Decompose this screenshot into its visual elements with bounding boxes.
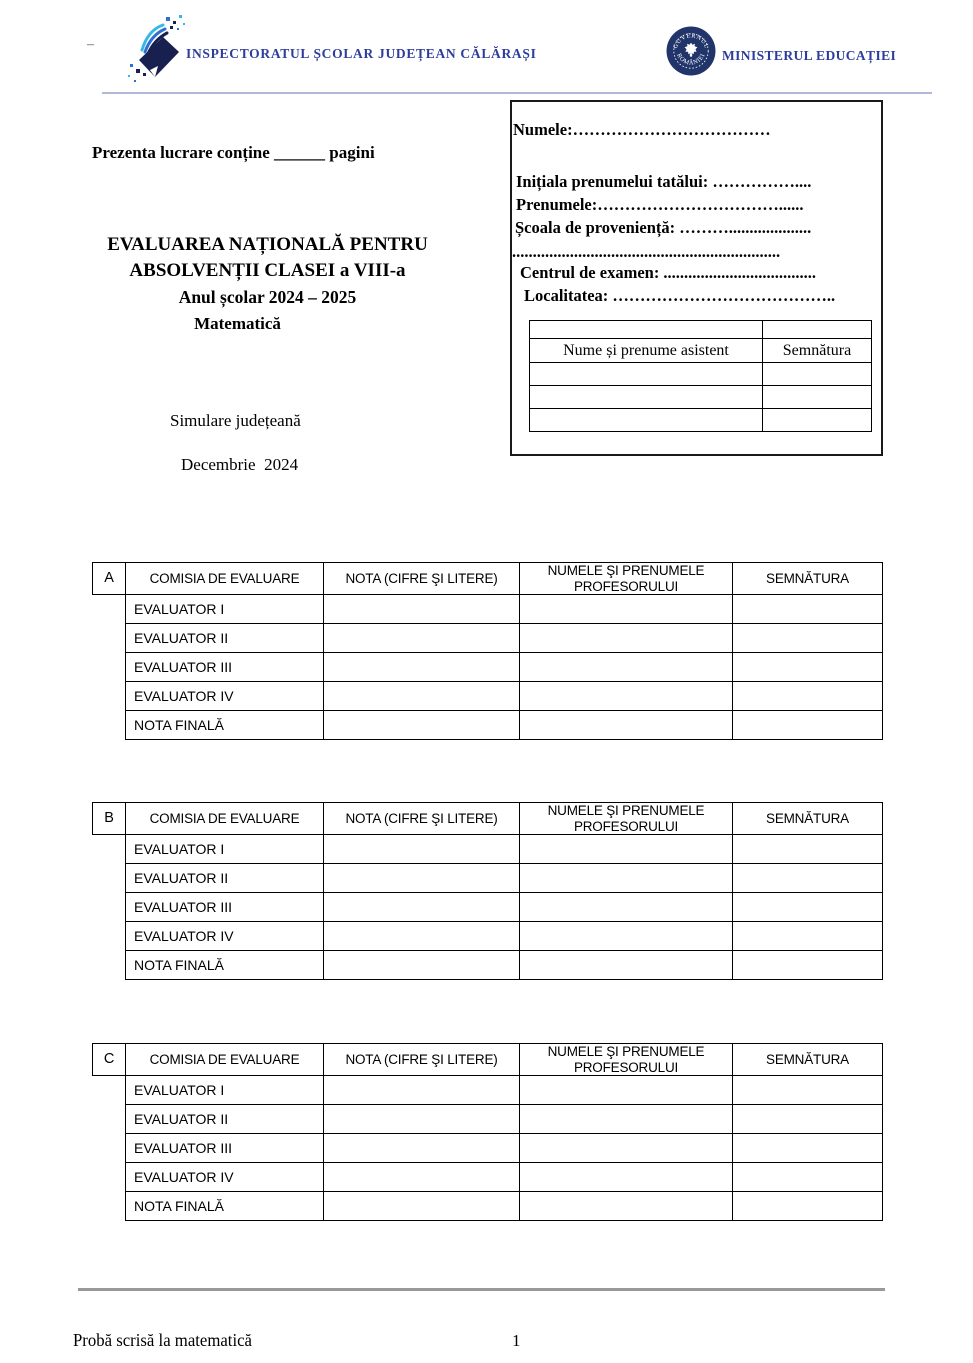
eval-header-row xyxy=(93,1044,883,1076)
row-label: NOTA FINALĂ xyxy=(126,711,324,740)
simulation-label: Simulare județeană xyxy=(170,411,301,430)
eval-row xyxy=(93,624,883,653)
assistant-table-header-row xyxy=(530,339,872,363)
table-letter: B xyxy=(93,803,126,835)
col-signature: SEMNĂTURA xyxy=(733,803,883,835)
col-grade: NOTA (CIFRE ŞI LITERE) xyxy=(324,803,520,835)
footer-subject: Probă scrisă la matematică xyxy=(73,1330,252,1350)
assistant-table-empty-row xyxy=(530,363,872,386)
exam-title-block xyxy=(95,232,440,337)
eval-row xyxy=(93,864,883,893)
government-seal-icon xyxy=(666,26,716,81)
eval-row xyxy=(93,1192,883,1221)
eval-row xyxy=(93,711,883,740)
svg-text:ROMÂNIEI: ROMÂNIEI xyxy=(675,52,707,67)
row-label: NOTA FINALĂ xyxy=(126,951,324,980)
row-label: EVALUATOR IV xyxy=(126,682,324,711)
assistant-name-header: Nume și prenume asistent xyxy=(530,339,763,363)
col-commission: COMISIA DE EVALUARE xyxy=(126,1044,324,1076)
exam-title-line1: EVALUAREA NAȚIONALĂ PENTRU xyxy=(107,234,428,255)
svg-text:GUVERNUL: GUVERNUL xyxy=(671,32,711,50)
assistant-table-empty-row xyxy=(530,386,872,409)
field-school: Școala de proveniență: ……….................... xyxy=(515,218,812,237)
col-signature: SEMNĂTURA xyxy=(733,1044,883,1076)
row-label: EVALUATOR III xyxy=(126,653,324,682)
page-number: 1 xyxy=(512,1331,521,1350)
assistant-table xyxy=(529,320,872,432)
eval-row xyxy=(93,1105,883,1134)
field-firstname: Prenumele:……………………………...... xyxy=(516,195,804,214)
eval-row xyxy=(93,1076,883,1105)
margin-dash: – xyxy=(87,37,94,52)
eval-row xyxy=(93,835,883,864)
inspectorate-name: INSPECTORATUL ȘCOLAR JUDEȚEAN CĂLĂRAȘI xyxy=(186,46,537,61)
row-label: EVALUATOR IV xyxy=(126,922,324,951)
footer-divider xyxy=(78,1288,885,1291)
ministry-name: MINISTERUL EDUCAȚIEI xyxy=(722,48,897,63)
col-commission: COMISIA DE EVALUARE xyxy=(126,563,324,595)
col-signature: SEMNĂTURA xyxy=(733,563,883,595)
row-label: EVALUATOR III xyxy=(126,893,324,922)
row-label: EVALUATOR II xyxy=(126,1105,324,1134)
eval-row xyxy=(93,682,883,711)
isj-book-logo-icon xyxy=(126,14,190,91)
evaluation-table-c xyxy=(92,1043,883,1221)
pages-count-line: Prezenta lucrare conține ______ pagini xyxy=(92,143,375,162)
row-label: EVALUATOR III xyxy=(126,1134,324,1163)
header-divider xyxy=(102,92,932,94)
row-label: EVALUATOR I xyxy=(126,595,324,624)
table-letter: C xyxy=(93,1044,126,1076)
field-locality: Localitatea: ………………………………….. xyxy=(524,286,836,305)
col-grade: NOTA (CIFRE ŞI LITERE) xyxy=(324,563,520,595)
row-label: EVALUATOR II xyxy=(126,864,324,893)
student-id-box xyxy=(510,100,883,456)
assistant-signature-header: Semnătura xyxy=(763,339,872,363)
row-label: EVALUATOR I xyxy=(126,835,324,864)
assistant-table-empty-row xyxy=(530,321,872,339)
eval-row xyxy=(93,893,883,922)
field-school-continued: ................................................................. xyxy=(512,242,781,261)
eval-row xyxy=(93,653,883,682)
row-label: EVALUATOR IV xyxy=(126,1163,324,1192)
table-letter: A xyxy=(93,563,126,595)
exam-title-line2: ABSOLVENȚII CLASEI a VIII-a xyxy=(129,260,406,281)
row-label: EVALUATOR I xyxy=(126,1076,324,1105)
eval-row xyxy=(93,595,883,624)
row-label: NOTA FINALĂ xyxy=(126,1192,324,1221)
field-name: Numele:……………………………… xyxy=(513,120,771,139)
col-professor: NUMELE ŞI PRENUMELE PROFESORULUI xyxy=(520,1044,733,1076)
session-date: Decembrie 2024 xyxy=(181,455,299,474)
col-professor: NUMELE ŞI PRENUMELE PROFESORULUI xyxy=(520,563,733,595)
col-professor: NUMELE ŞI PRENUMELE PROFESORULUI xyxy=(520,803,733,835)
col-grade: NOTA (CIFRE ŞI LITERE) xyxy=(324,1044,520,1076)
assistant-table-empty-row xyxy=(530,409,872,432)
school-year-line: Anul școlar 2024 – 2025 xyxy=(178,287,357,307)
col-commission: COMISIA DE EVALUARE xyxy=(126,803,324,835)
eval-row xyxy=(93,951,883,980)
eval-header-row xyxy=(93,563,883,595)
field-exam-center: Centrul de examen: ..................................... xyxy=(520,263,817,282)
eval-header-row xyxy=(93,803,883,835)
subject-line: Matematică xyxy=(194,314,281,333)
evaluation-table-a xyxy=(92,562,883,740)
row-label: EVALUATOR II xyxy=(126,624,324,653)
eval-row xyxy=(93,1163,883,1192)
eval-row xyxy=(93,1134,883,1163)
field-father-initial: Inițiala prenumelui tatălui: …………….... xyxy=(516,172,812,191)
eval-row xyxy=(93,922,883,951)
evaluation-table-b xyxy=(92,802,883,980)
